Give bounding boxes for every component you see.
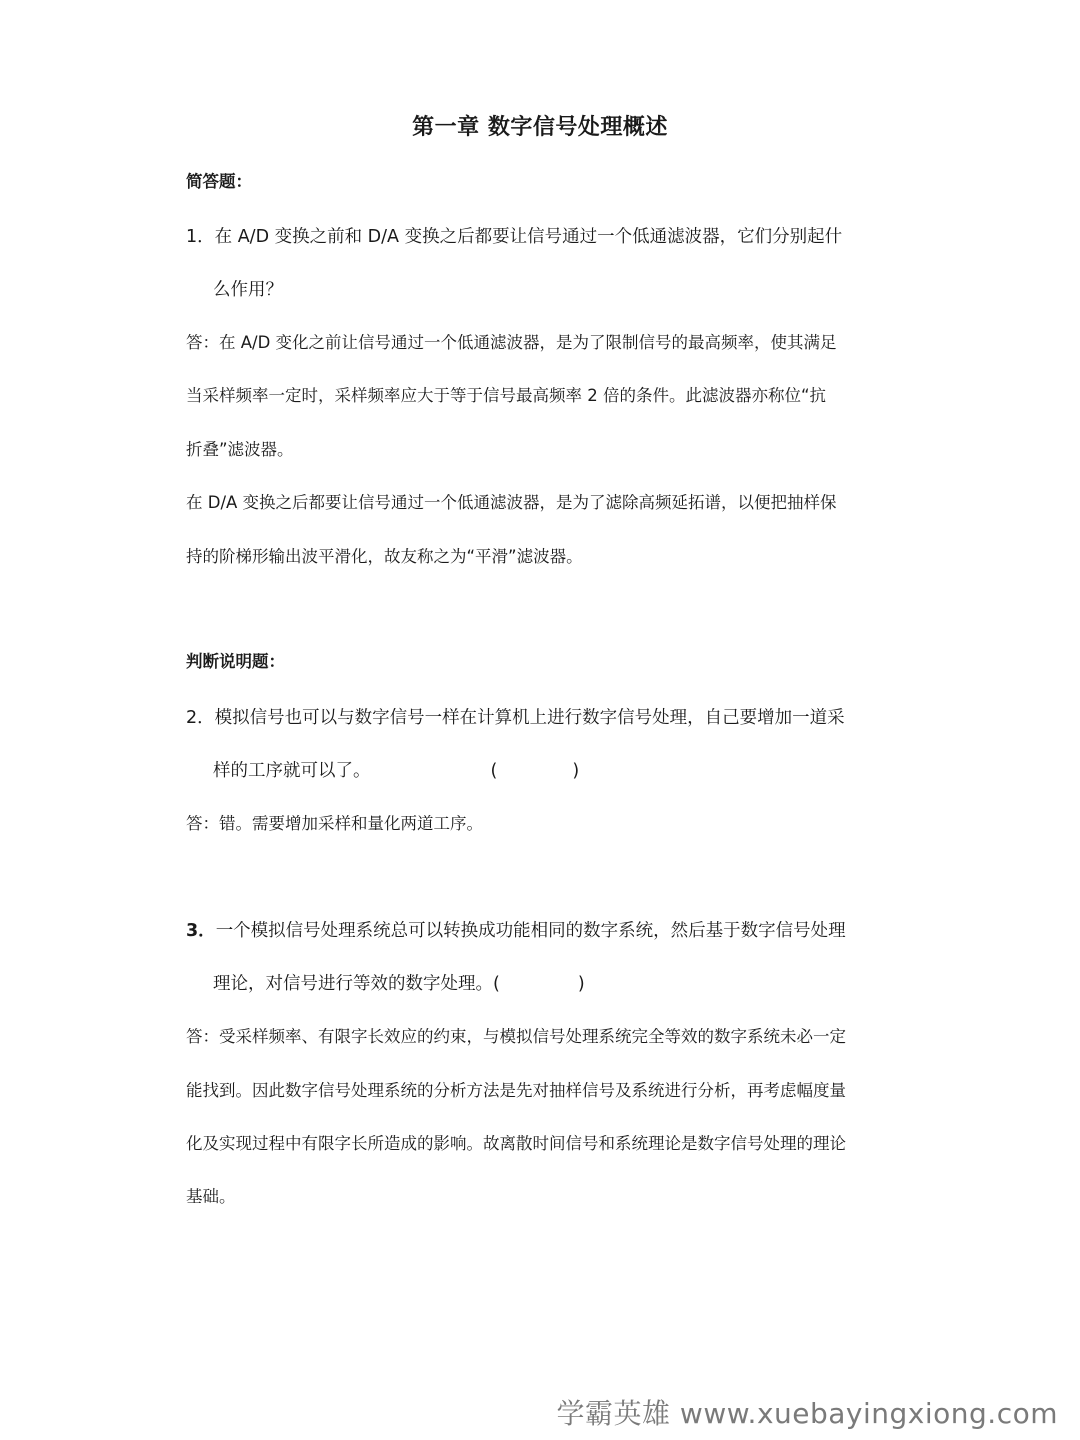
answer-1-line-1: 答：在 A/D 变化之前让信号通过一个低通滤波器，是为了限制信号的最高频率，使其满足 [186,333,837,352]
answer-1-line-3: 折叠”滤波器。 [186,440,294,459]
answer-paren-close: ) [572,761,580,781]
question-3-line-1 [186,916,898,946]
answer-paren-close-3: ) [577,974,585,994]
section-heading-short-answer: 简答题： [186,172,252,191]
question-3-number: 3． [186,921,216,941]
question-3-line-2-text: 理论，对信号进行等效的数字处理。( [213,974,500,994]
question-3-line-1-text: 一个模拟信号处理系统总可以转换成功能相同的数字系统，然后基于数字信号处理 [215,921,846,941]
answer-1-line-5: 持的阶梯形输出波平滑化，故友称之为“平滑”滤波器。 [186,547,583,566]
question-1-line-2: 么作用？ [213,280,283,300]
answer-paren-open: ( [490,761,498,781]
answer-2-line-1: 答：错。需要增加采样和量化两道工序。 [186,814,483,833]
question-2-line-2 [213,756,925,786]
answer-3-line-3: 化及实现过程中有限字长所造成的影响。故离散时间信号和系统理论是数字信号处理的理论 [186,1134,846,1153]
question-1-line-1: 1．在 A/D 变换之前和 D/A 变换之后都要让信号通过一个低通滤波器，它们分别起什 [186,227,843,247]
answer-3-line-2: 能找到。因此数字信号处理系统的分析方法是先对抽样信号及系统进行分析，再考虑幅度量 [186,1081,846,1100]
answer-3-line-4: 基础。 [186,1187,236,1206]
question-2-line-1: 2．模拟信号也可以与数字信号一样在计算机上进行数字信号处理，自己要增加一道采 [186,708,845,728]
answer-1-line-4: 在 D/A 变换之后都要让信号通过一个低通滤波器，是为了滤除高频延拓谱，以便把抽样保 [186,493,837,512]
answer-3-line-1: 答：受采样频率、有限字长效应的约束，与模拟信号处理系统完全等效的数字系统未必一定 [186,1027,846,1046]
question-3-line-2 [213,969,925,999]
page-title: 第一章 数字信号处理概述 [412,115,668,140]
question-2-line-2-text: 样的工序就可以了。 [213,761,371,781]
site-watermark: 学霸英雄 www.xuebayingxiong.com [556,1397,1058,1430]
answer-1-line-2: 当采样频率一定时，采样频率应大于等于信号最高频率 2 倍的条件。此滤波器亦称位“抗 [186,386,827,405]
section-heading-true-false: 判断说明题： [186,652,285,671]
